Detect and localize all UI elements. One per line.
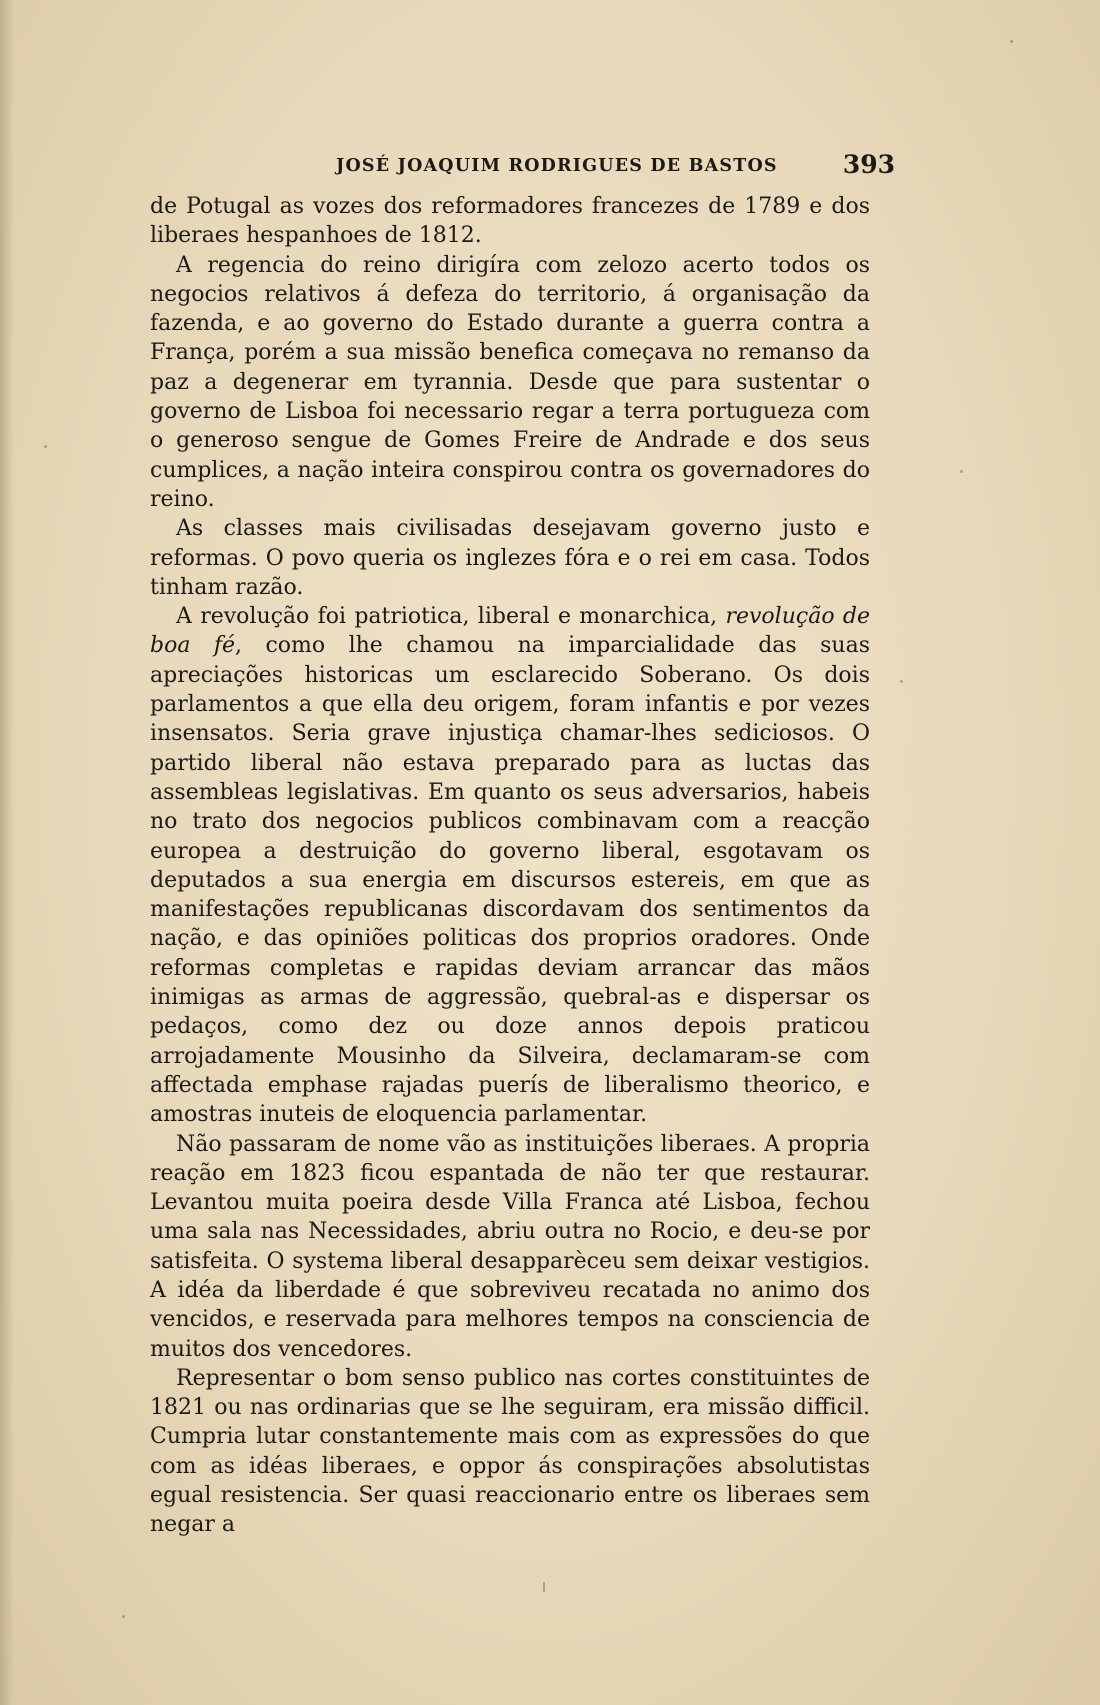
page-number: 393 xyxy=(842,150,895,179)
text-run: A regencia do reino dirigíra com zelozo acerto todos os negocios relativos á defeza do territorio, á organisação da fazenda, e ao governo do Estado durante a guerra contra a França, porém a sua missão benefica começava no remanso da paz a degenerar em tyrannia. Desde que para sustentar o governo de Lisboa foi necessario regar a terra portugueza com o generoso sengue de Gomes Freire de Andrade e dos seus cumplices, a nação inteira conspirou contra os governadores do reino. xyxy=(150,252,870,512)
paragraph xyxy=(150,602,870,1129)
paper-speck xyxy=(960,470,963,473)
page-spine-shadow xyxy=(0,0,14,1705)
paper-speck xyxy=(543,1582,545,1592)
paper-speck xyxy=(900,680,903,683)
paragraph xyxy=(150,514,870,602)
paper-speck xyxy=(122,1615,125,1618)
paragraph xyxy=(150,251,870,515)
paper-speck xyxy=(1010,40,1013,43)
text-run: Não passaram de nome vão as instituições liberaes. A propria reação em 1823 ficou espantada de não ter que restaurar. Levantou muita poeira desde Villa Franca até Lisboa, fechou uma sala nas Necessidades, abriu outra no Rocio, e deu-se por satisfeita. O systema liberal desapparèceu sem deixar vestigios. A idéa da liberdade é que sobreviveu recatada no animo dos vencidos, e reservada para melhores tempos na consciencia de muitos dos vencedores. xyxy=(150,1131,870,1362)
paragraph xyxy=(150,1130,870,1364)
paper-speck xyxy=(44,445,47,448)
text-run: Representar o bom senso publico nas cortes constituintes de 1821 ou nas ordinarias que se lhe seguiram, era missão difficil. Cumpria lutar constantemente mais com as expressões do que com as idéas liberaes, e oppor ás conspirações absolutistas egual resistencia. Ser quasi reaccionario entre os liberaes sem negar a xyxy=(150,1365,870,1538)
running-head xyxy=(150,150,895,190)
body-text xyxy=(150,192,870,1540)
text-run: de Potugal as vozes dos reformadores francezes de 1789 e dos liberaes hespanhoes de 1812. xyxy=(150,194,870,249)
text-run: A revolução foi patriotica, liberal e monarchica, xyxy=(176,604,726,630)
paragraph xyxy=(150,192,870,251)
italic-phrase: revolução de boa fé xyxy=(150,604,870,659)
paragraph xyxy=(150,1364,870,1540)
running-title: JOSÉ JOAQUIM RODRIGUES DE BASTOS xyxy=(336,156,778,176)
text-run: , como lhe chamou na imparcialidade das suas apreciações historicas um esclarecido Soberano. Os dois parlamentos a que ella deu origem, foram infantis e por vezes insensatos. Seria grave injustiça chamar-lhes sediciosos. O partido liberal não estava preparado para as luctas das assembleas legislativas. Em quanto os seus adversarios, habeis no trato dos negocios publicos combinavam com a reacção europea a destruição do governo liberal, esgotavam os deputados a sua energia em discursos estereis, em que as manifestações republicanas discordavam dos sentimentos da nação, e das opiniões politicas dos proprios oradores. Onde reformas completas e rapidas deviam arrancar das mãos inimigas as armas de aggressão, quebral-as e dispersar os pedaços, como dez ou doze annos depois praticou arrojadamente Mousinho da Silveira, declamaram-se com affectada emphase rajadas puerís de liberalismo theorico, e amostras inuteis de eloquencia parlamentar. xyxy=(150,633,870,1128)
text-run: As classes mais civilisadas desejavam governo justo e reformas. O povo queria os inglezes fóra e o rei em casa. Todos tinham razão. xyxy=(150,516,870,600)
